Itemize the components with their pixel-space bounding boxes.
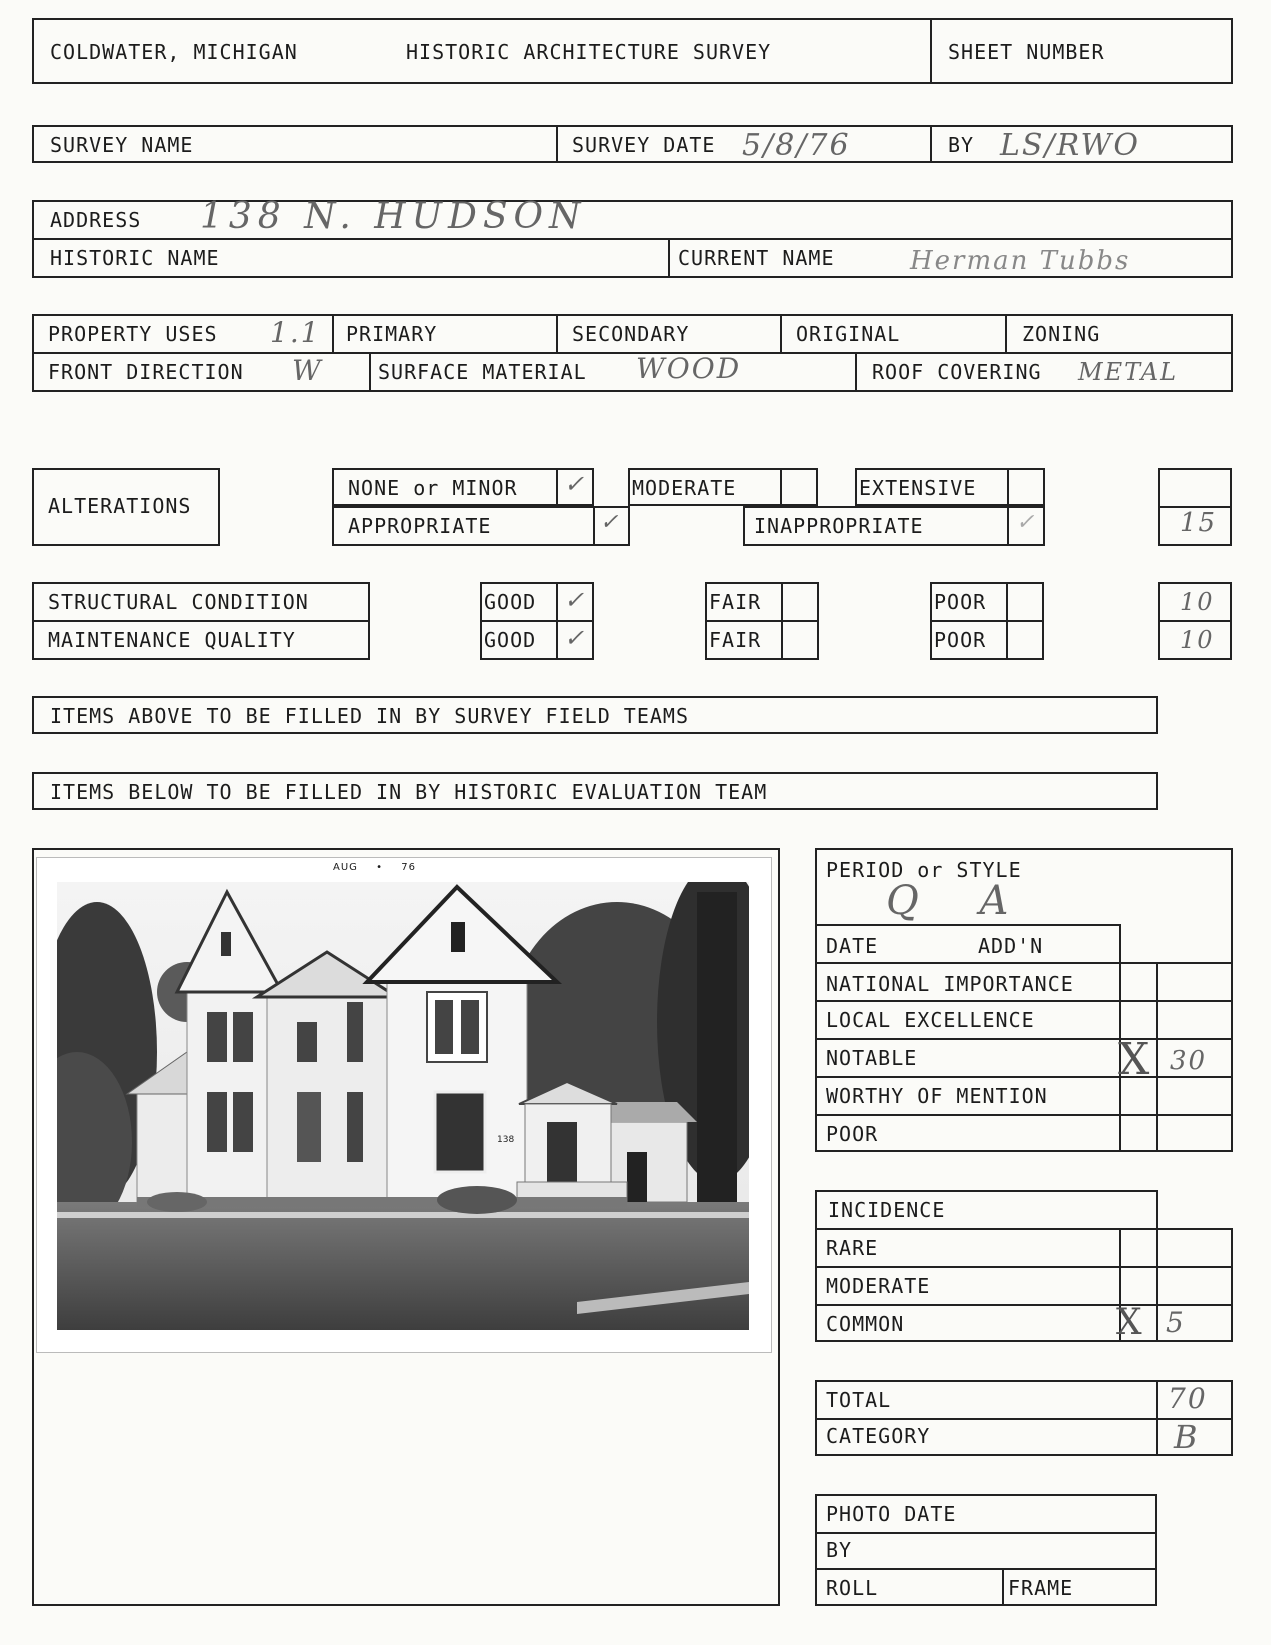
prop-div-1 [332,314,334,352]
total-div-h [815,1418,1233,1420]
rare-label: RARE [826,1236,879,1260]
photo-info-div-h1 [815,1532,1157,1534]
none-minor-mark[interactable]: ✓ [564,470,587,498]
inc-div-h2 [815,1266,1233,1268]
none-check-div [556,468,558,506]
eval-div-h4 [815,1038,1233,1040]
maintenance-good-mark[interactable]: ✓ [564,624,587,652]
structural-score[interactable]: 10 [1180,588,1215,616]
house-photo-image [57,882,749,1330]
original-label: ORIGINAL [796,322,901,346]
maintenance-quality-label: MAINTENANCE QUALITY [48,628,296,652]
property-divider [32,352,1233,354]
structural-good-mark[interactable]: ✓ [564,586,587,614]
eval-div-h5 [815,1076,1233,1078]
fair-div-h [705,620,819,622]
national-importance-label: NATIONAL IMPORTANCE [826,972,1074,996]
roof-covering-value[interactable]: METAL [1078,358,1179,386]
good-div-v [556,582,558,660]
incidence-label: INCIDENCE [828,1198,946,1222]
moderate-check-div [780,468,782,506]
category-value[interactable]: B [1174,1418,1200,1456]
photo-info-div-h2 [815,1568,1157,1570]
frame-label: FRAME [1008,1576,1074,1600]
prop-div-5 [369,352,371,392]
extensive-label: EXTENSIVE [859,476,977,500]
secondary-label: SECONDARY [572,322,690,346]
inc-div-h4 [815,1340,1233,1342]
good-label-maintenance: GOOD [484,628,537,652]
roof-covering-label: ROOF COVERING [872,360,1042,384]
prop-div-6 [855,352,857,392]
alterations-label: ALTERATIONS [48,494,192,518]
inappropriate-check-div [1007,506,1009,546]
photo-stamp-month: AUG [333,862,358,873]
condition-score-div [1158,620,1232,622]
eval-div-h1 [815,924,1119,926]
primary-label: PRIMARY [346,322,438,346]
current-name-value[interactable]: Herman Tubbs [910,246,1131,276]
eval-date-label: DATE [826,934,879,958]
prop-div-3 [780,314,782,352]
photo-date-label: PHOTO DATE [826,1502,957,1526]
good-div-h [480,620,594,622]
prop-div-4 [1005,314,1007,352]
poor-div-v [1006,582,1008,660]
address-divider [32,238,1233,240]
surface-material-label: SURFACE MATERIAL [378,360,587,384]
structural-condition-label: STRUCTURAL CONDITION [48,590,309,614]
eval-div-h2 [815,962,1233,964]
incidence-moderate-label: MODERATE [826,1274,931,1298]
fair-label-maintenance: FAIR [709,628,762,652]
survey-by-value[interactable]: LS/RWO [1000,128,1140,163]
appropriate-check-div [593,506,595,546]
eval-div-v2 [1156,962,1158,1152]
current-name-label: CURRENT NAME [678,246,835,270]
front-direction-label: FRONT DIRECTION [48,360,244,384]
total-div-v [1156,1380,1158,1456]
photo-info-div-v [1002,1568,1004,1606]
eval-date-addn: ADD'N [978,934,1044,958]
total-value[interactable]: 70 [1168,1382,1208,1415]
notable-score[interactable]: 30 [1170,1046,1208,1076]
fair-label-structural: FAIR [709,590,762,614]
notable-label: NOTABLE [826,1046,918,1070]
form-title: HISTORIC ARCHITECTURE SURVEY [406,40,772,64]
appropriate-mark[interactable]: ✓ [600,510,621,535]
inappropriate-label: INAPPROPRIATE [754,514,924,538]
total-label: TOTAL [826,1388,892,1412]
zoning-label: ZONING [1022,322,1101,346]
survey-date-label: SURVEY DATE [572,133,716,157]
note-above: ITEMS ABOVE TO BE FILLED IN BY SURVEY FIELD TEAMS [50,704,690,728]
note-below: ITEMS BELOW TO BE FILLED IN BY HISTORIC EVALUATION TEAM [50,780,768,804]
property-uses-value[interactable]: 1.1 [270,316,321,349]
worthy-of-mention-label: WORTHY OF MENTION [826,1084,1048,1108]
historic-name-label: HISTORIC NAME [50,246,220,270]
survey-by-label: BY [948,133,975,157]
alterations-score[interactable]: 15 [1180,508,1218,538]
condition-label-div [32,620,370,622]
appropriate-label: APPROPRIATE [348,514,492,538]
sheet-number-label: SHEET NUMBER [948,40,1105,64]
common-mark[interactable]: X [1116,1302,1144,1343]
inappropriate-mark[interactable]: ✓ [1016,510,1037,535]
eval-div-h6 [815,1114,1233,1116]
poor-div-h [930,620,1044,622]
eval-div-h3 [815,1000,1233,1002]
poor-label-structural: POOR [934,590,987,614]
survey-name-label: SURVEY NAME [50,133,194,157]
photo-stamp-year: 76 [401,862,416,873]
address-label: ADDRESS [50,208,142,232]
name-divider [668,238,670,278]
local-excellence-label: LOCAL EXCELLENCE [826,1008,1035,1032]
period-style-value[interactable]: Q A [886,878,1033,924]
common-label: COMMON [826,1312,905,1336]
moderate-label: MODERATE [632,476,737,500]
inc-div-h1 [815,1228,1233,1230]
maintenance-score[interactable]: 10 [1180,626,1215,654]
front-direction-value[interactable]: W [292,354,323,387]
common-score[interactable]: 5 [1166,1306,1186,1339]
notable-mark[interactable]: X [1118,1034,1152,1085]
period-style-label: PERIOD or STYLE [826,858,1022,882]
photo-stamp [333,862,416,873]
survey-divider-1 [556,125,558,163]
inc-div-v2 [1231,1228,1233,1342]
city-label: COLDWATER, MICHIGAN [50,40,298,64]
poor-label-maintenance: POOR [934,628,987,652]
eval-poor-label: POOR [826,1122,879,1146]
roll-label: ROLL [826,1576,879,1600]
survey-divider-2 [930,125,932,163]
survey-date-value[interactable]: 5/8/76 [742,128,851,163]
house-number-plate: 138 [497,1135,515,1145]
photo-by-label: BY [826,1538,853,1562]
fair-div-v [781,582,783,660]
property-uses-label: PROPERTY USES [48,322,218,346]
header-divider [930,18,932,84]
good-label-structural: GOOD [484,590,537,614]
house-photo [36,857,772,1353]
extensive-check-div [1007,468,1009,506]
prop-div-2 [556,314,558,352]
surface-material-value[interactable]: WOOD [636,352,742,385]
address-value[interactable]: 138 N. HUDSON [200,196,587,237]
category-label: CATEGORY [826,1424,931,1448]
photo-stamp-dot: • [376,862,384,873]
none-minor-label: NONE or MINOR [348,476,518,500]
